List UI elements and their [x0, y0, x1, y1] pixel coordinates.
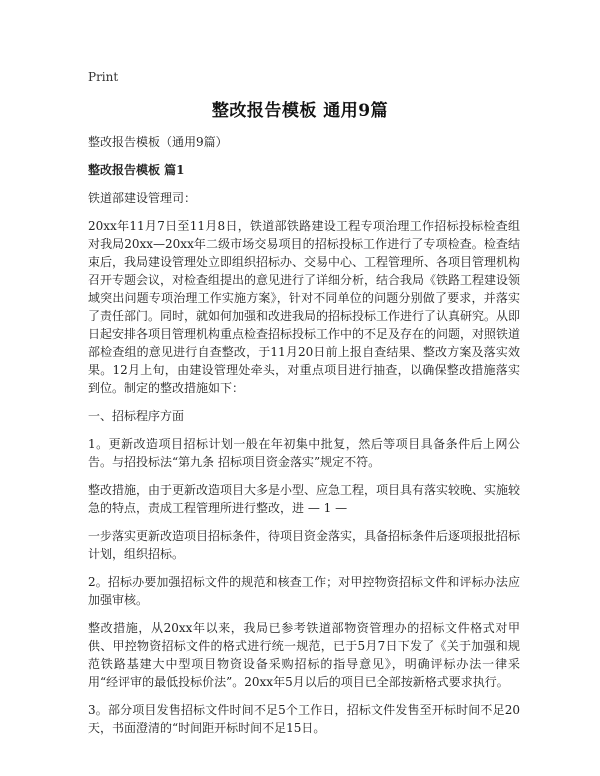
document-title: 整改报告模板 通用9篇	[211, 101, 389, 121]
document-subtitle: 整改报告模板（通用9篇）	[88, 135, 228, 149]
greeting-line: 铁道部建设管理司：	[88, 191, 197, 205]
paragraph: 整改措施，从20xx年以来，我局已参考铁道部物资管理办的招标文件格式对甲供、甲控物资招标文件的格式进行统一规范，已于5月7日下发了《关于加强和规范铁路基建大中型项目物资设备采购招标的指导意见》，明确评标办法一律采用“经评审的最低投标价法”。20xx年5月以后的项目已全部按新格式要求执行。	[88, 621, 520, 689]
paragraph: 3。部分项目发售招标文件时间不足5个工作日，招标文件发售至开标时间不足20天，书面澄清的“时间距开标时间不足15日。	[88, 703, 520, 735]
paragraph: 1。更新改造项目招标计划一般在年初集中批复，然后等项目具备条件后上网公告。与招投标法“第九条 招标项目资金落实”规定不符。	[88, 437, 520, 469]
section-heading: 整改报告模板 篇1	[88, 163, 185, 177]
paragraph: 2。招标办要加强招标文件的规范和核查工作；对甲控物资招标文件和评标办法应加强审核。	[88, 575, 520, 607]
paragraph: 整改措施，由于更新改造项目大多是小型、应急工程，项目具有落实较晚、实施较急的特点，责成工程管理所进行整改，进 — 1 —	[88, 483, 521, 515]
print-label: Print	[88, 70, 119, 84]
paragraph: 一、招标程序方面	[88, 409, 185, 423]
document-body	[88, 133, 520, 747]
paragraph: 一步落实更新改造项目招标条件，待项目资金落实，具备招标条件后逐项报批招标计划，组织招标。	[88, 529, 521, 561]
paragraph: 20xx年11月7日至11月8日，铁道部铁路建设工程专项治理工作招标投标检查组对我局20xx—20xx年二级市场交易项目的招标投标工作进行了专项检查。检查结束后，我局建设管理处立即组织招标办、交易中心、工程管理所、各项目管理机构召开专题会议，对检查组提出的意见进行了详细分析，结合我局《铁路工程建设领域突出问题专项治理工作实施方案》，针对不同单位的问题分别做了要求，并落实了责任部门。同时，就如何加强和改进我局的招标投标工作进行了认真研究。从即日起安排各项目管理机构重点检查招标投标工作中的不足及存在的问题，对照铁道部检查组的意见进行自查整改，于11月20日前上报自查结果、整改方案及落实效果。12月上旬，由建设管理处牵头，对重点项目进行抽查，以确保整改措施落实到位。制定的整改措施如下：	[88, 219, 521, 395]
